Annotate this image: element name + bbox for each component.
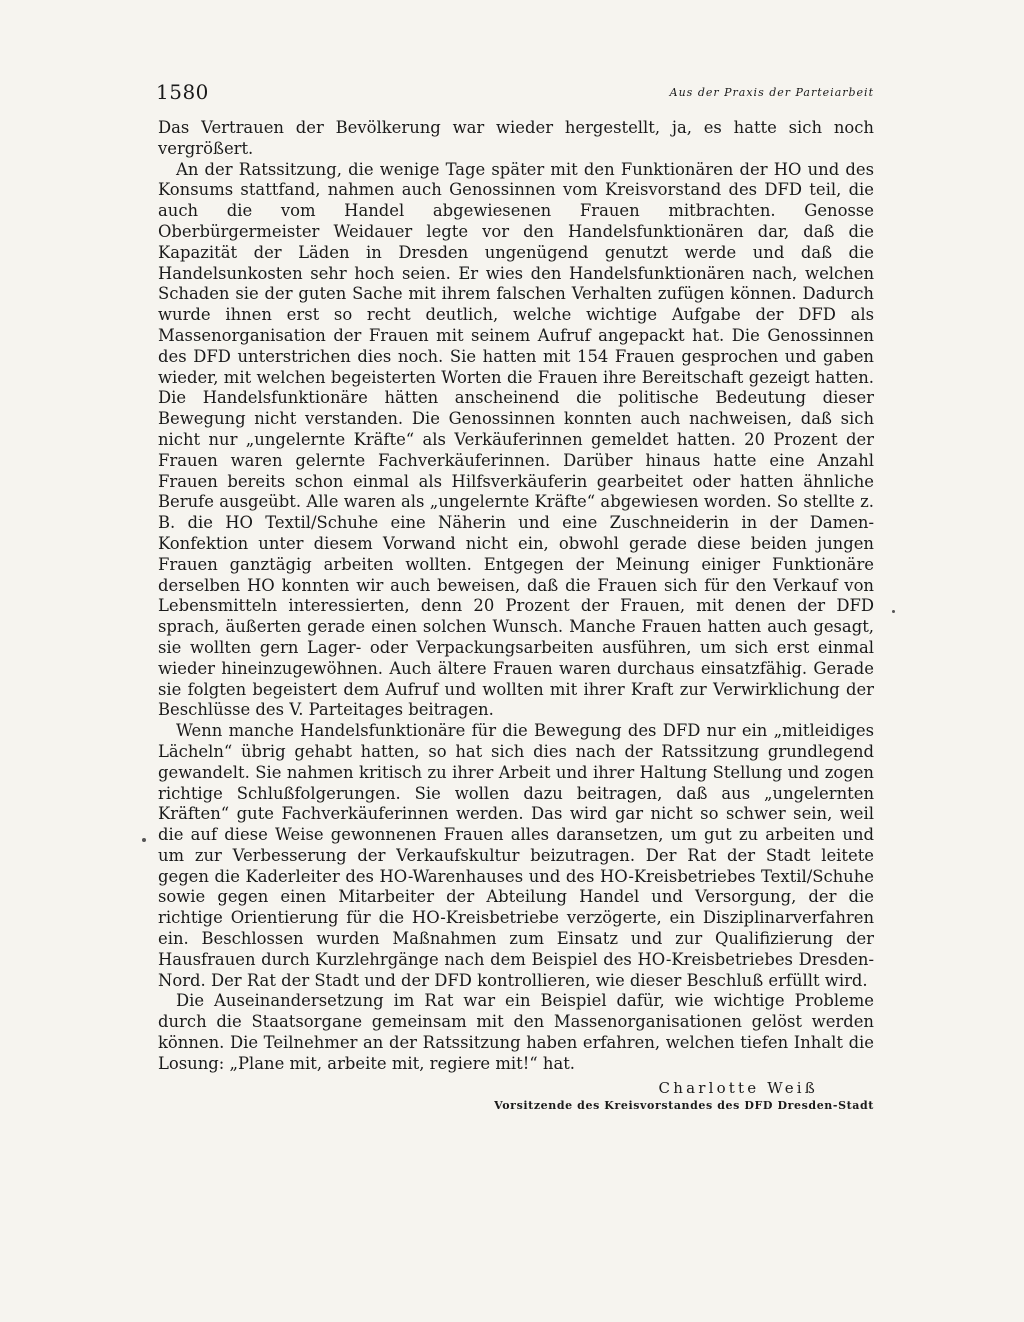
author-title: Vorsitzende des Kreisvorstandes des DFD Dresden-Stadt bbox=[494, 1098, 874, 1112]
paragraph-3: Wenn manche Handelsfunktionäre für die Bewegung des DFD nur ein „mitleidiges Lächeln“ übrig gehabt hatten, so hat sich dies nach der Ratssitzung grundlegend gewandelt. Sie nahmen kritisch zu ihrer Arbeit und ihrer Haltung Stellung und zogen richtige Schlußfolgerungen. Sie wollen dazu beitragen, daß aus „ungelernten Kräften“ gute Fachverkäuferinnen werden. Das wird gar nicht so schwer sein, weil die auf diese Weise gewonnenen Frauen alles daransetzen, um gut zu arbeiten und um zur Verbesserung der Verkaufskultur beizutragen. Der Rat der Stadt leitete gegen die Kaderleiter des HO-Warenhauses und des HO-Kreisbetriebes Textil/Schuhe sowie gegen einen Mitarbeiter der Abteilung Handel und Versorgung, der die richtige Orientierung für die HO-Kreisbetriebe verzögerte, ein Disziplinarverfahren ein. Beschlossen wurden Maßnahmen zum Einsatz und zur Qualifizierung der Hausfrauen durch Kurzlehrgänge nach dem Beispiel des HO-Kreisbetriebes Dresden-Nord. Der Rat der Stadt und der DFD kontrollieren, wie dieser Beschluß erfüllt wird. bbox=[158, 721, 874, 990]
scan-speck-left bbox=[142, 838, 146, 842]
paragraph-1: Das Vertrauen der Bevölkerung war wieder hergestellt, ja, es hatte sich noch vergrößert. bbox=[158, 118, 874, 158]
document-page bbox=[158, 80, 874, 1112]
article-body bbox=[158, 118, 874, 1075]
paragraph-2: An der Ratssitzung, die wenige Tage später mit den Funktionären der HO und des Konsums stattfand, nahmen auch Genossinnen vom Kreisvorstand des DFD teil, die auch die vom Handel abgewiesenen Frauen mitbrachten. Genosse Oberbürgermeister Weidauer legte vor den Handelsfunktionären dar, daß die Kapazität der Läden in Dresden ungenügend genutzt werde und daß die Handelsunkosten sehr hoch seien. Er wies den Handelsfunktionären nach, welchen Schaden sie der guten Sache mit ihrem falschen Verhalten zufügen können. Dadurch wurde ihnen erst so recht deutlich, welche wichtige Aufgabe der DFD als Massenorganisation der Frauen mit seinem Aufruf angepackt hat. Die Genossinnen des DFD unterstrichen dies noch. Sie hatten mit 154 Frauen gesprochen und gaben wieder, mit welchen begeisterten Worten die Frauen ihre Bereitschaft gezeigt hatten. Die Handelsfunktionäre hätten anscheinend die politische Bedeutung dieser Bewegung nicht verstanden. Die Genossinnen konnten auch nachweisen, daß sich nicht nur „ungelernte Kräfte“ als Verkäuferinnen gemeldet hatten. 20 Prozent der Frauen waren gelernte Fachverkäuferinnen. Darüber hinaus hatte eine Anzahl Frauen bereits schon einmal als Hilfsverkäuferin gearbeitet oder hatten ähnliche Berufe ausgeübt. Alle waren als „ungelernte Kräfte“ abgewiesen worden. So stellte z. B. die HO Textil/Schuhe eine Näherin und eine Zuschneiderin in der Damen-Konfektion unter diesem Vorwand nicht ein, obwohl gerade diese beiden jungen Frauen ganztägig arbeiten wollten. Entgegen der Meinung einiger Funktionäre derselben HO konnten wir auch beweisen, daß die Frauen sich für den Verkauf von Lebensmitteln interessierten, denn 20 Prozent der Frauen, mit denen der DFD sprach, äußerten gerade einen solchen Wunsch. Manche Frauen hatten auch gesagt, sie wollten gern Lager- oder Verpackungsarbeiten ausführen, um sich erst einmal wieder hineinzugewöhnen. Auch ältere Frauen waren durchaus einsatzfähig. Gerade sie folgten begeistert dem Aufruf und wollten mit ihrer Kraft zur Verwirklichung der Beschlüsse des V. Parteitages beitragen. bbox=[158, 159, 874, 720]
running-head: Aus der Praxis der Parteiarbeit bbox=[669, 86, 874, 99]
scan-speck-right bbox=[892, 610, 895, 613]
page-header bbox=[158, 80, 874, 112]
page-number: 1580 bbox=[156, 80, 209, 104]
author-signature: Charlotte Weiß bbox=[658, 1078, 818, 1097]
paragraph-4: Die Auseinandersetzung im Rat war ein Beispiel dafür, wie wichtige Probleme durch die Staatsorgane gemeinsam mit den Massenorganisationen gelöst werden können. Die Teilnehmer an der Ratssitzung haben erfahren, welchen tiefen Inhalt die Losung: „Plane mit, arbeite mit, regiere mit!“ hat. bbox=[158, 991, 874, 1073]
